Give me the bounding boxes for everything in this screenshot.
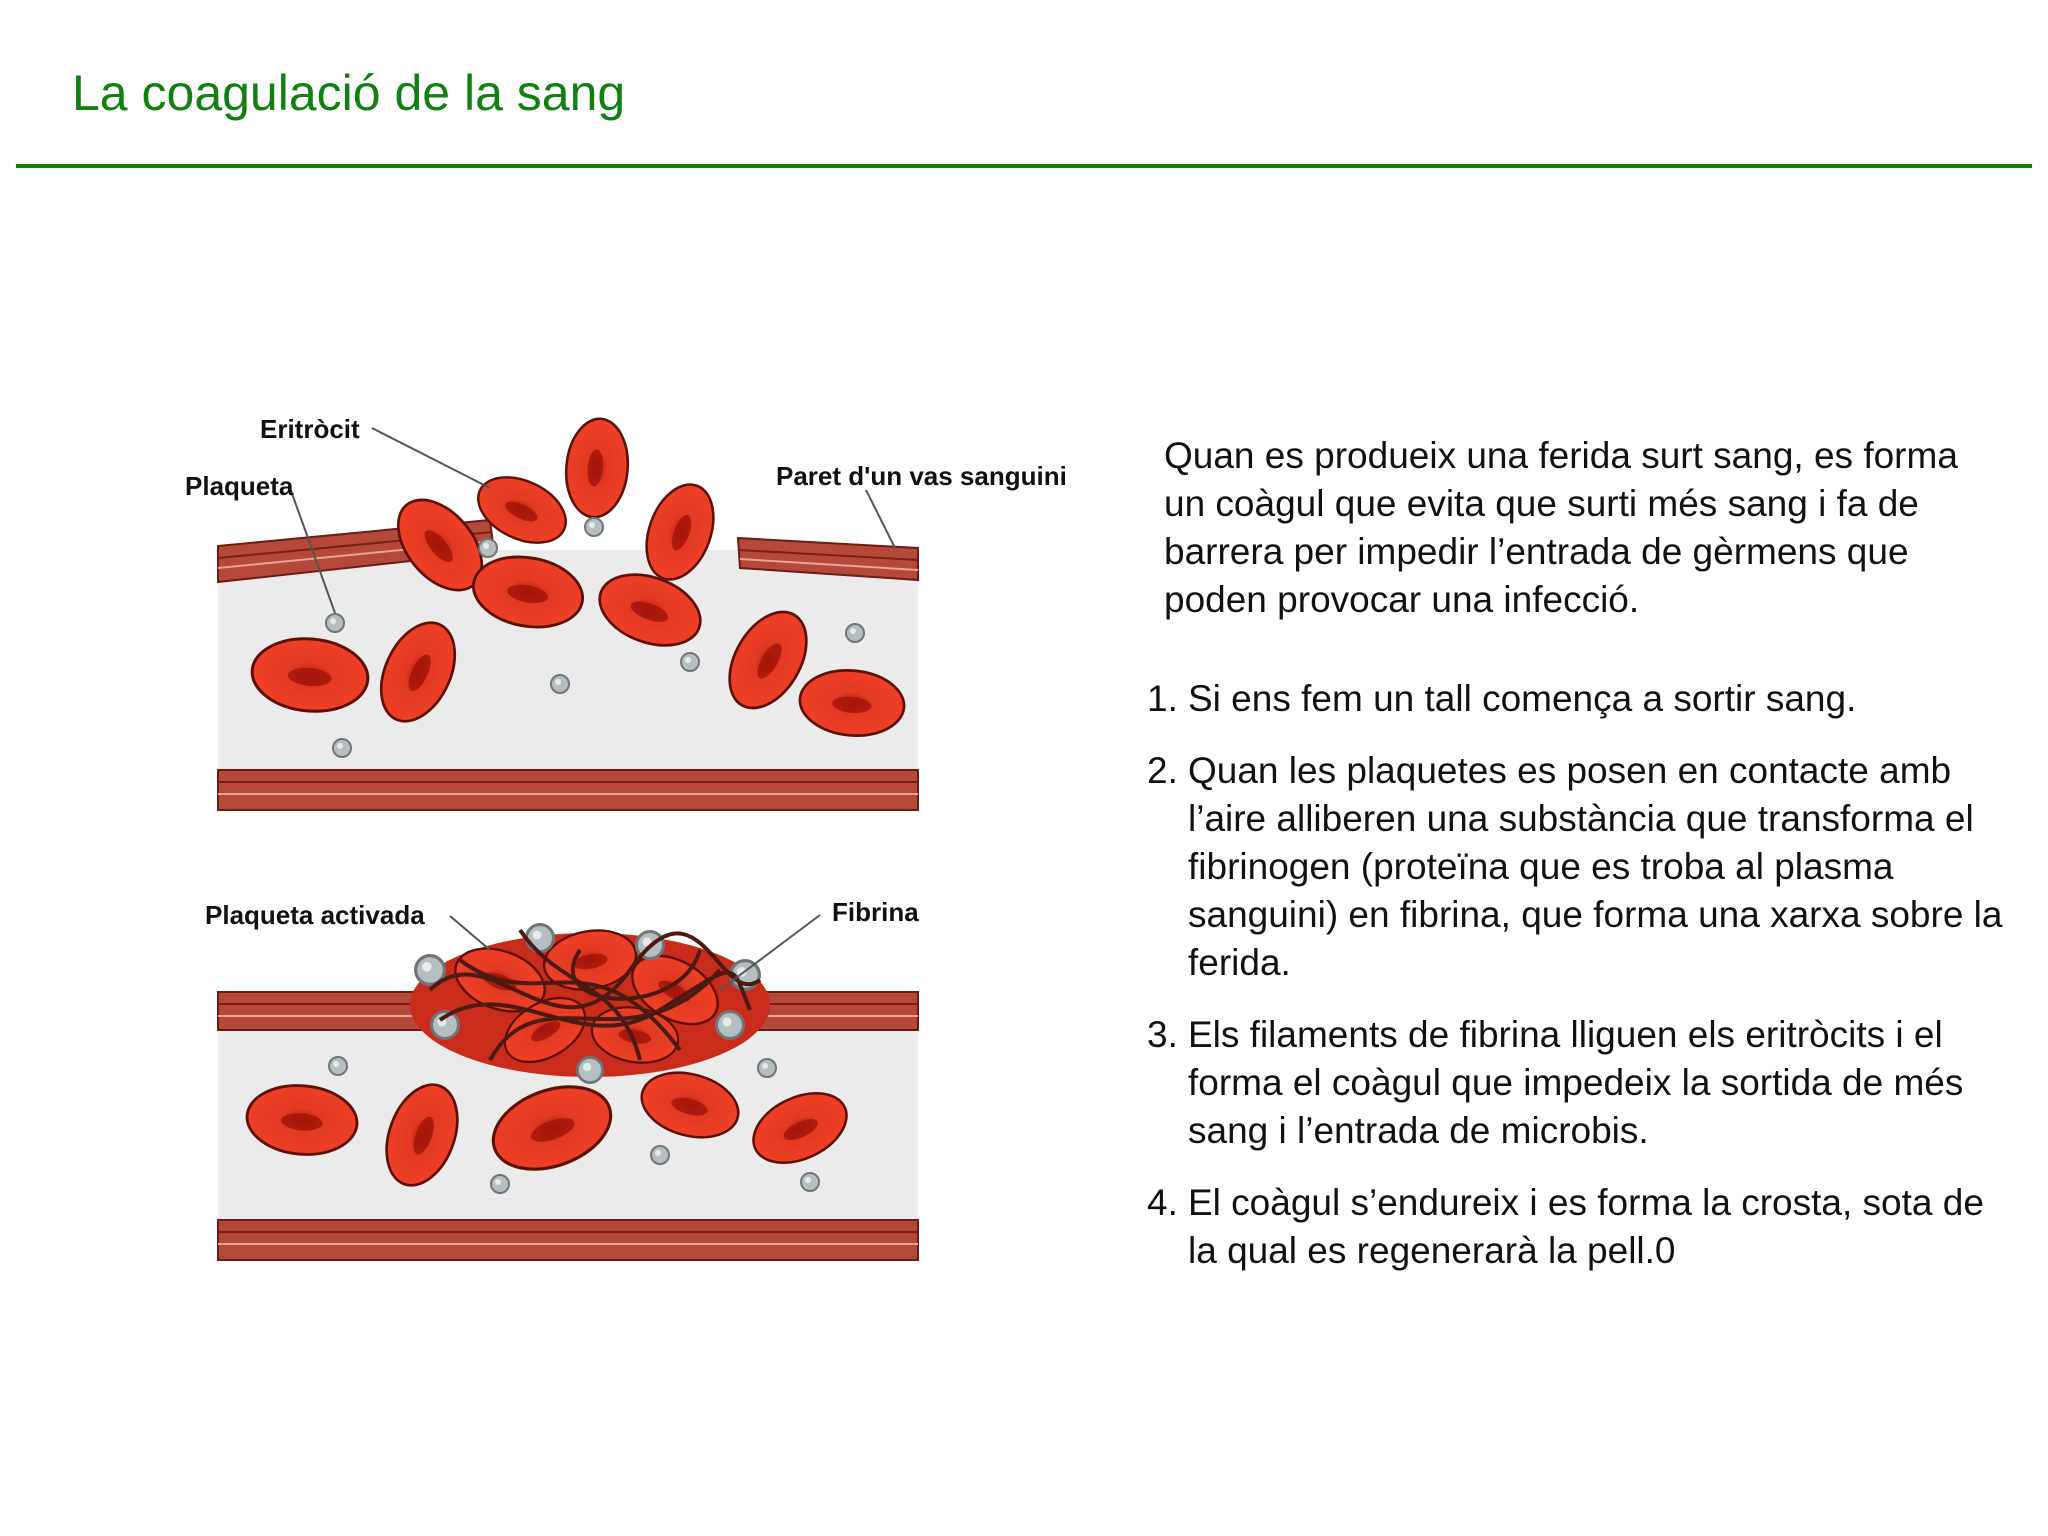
step-text: Si ens fem un tall comença a sortir sang. [1188, 678, 1857, 719]
coagulation-illustration [160, 370, 1100, 1300]
step-number: 2. [1147, 750, 1178, 791]
step-text: Els filaments de fibrina lliguen els eritròcits i el forma el coàgul que impedeix la sortida de més sang i l’entrada de microbis. [1188, 1014, 1964, 1151]
label-vessel-wall: Paret d'un vas sanguini [776, 461, 1067, 491]
vessel-diagram [160, 370, 1100, 1300]
intro-paragraph: Quan es produeix una ferida surt sang, es forma un coàgul que evita que surti més sang i fa de barrera per impedir l’entrada de gèrmens que poden provocar una infecció. [1164, 435, 1958, 620]
vessel-before-clot [185, 414, 1067, 810]
list-item [1140, 1179, 2020, 1275]
coagulation-steps-list [1140, 675, 2020, 1299]
step-text: Quan les plaquetes es posen en contacte amb l’aire alliberen una substància que transforma el fibrinogen (proteïna que es troba al plasma sanguini) en fibrina, que forma una xarxa sobre la ferida. [1188, 750, 2003, 983]
slide-title: La coagulació de la sang [72, 65, 626, 121]
list-item [1140, 675, 2020, 723]
list-item [1140, 1011, 2020, 1155]
step-number: 3. [1147, 1014, 1178, 1055]
list-item [1140, 747, 2020, 987]
step-number: 4. [1147, 1182, 1178, 1223]
vessel-with-clot [205, 897, 919, 1260]
label-erythrocyte: Eritròcit [260, 414, 360, 444]
label-platelet: Plaqueta [185, 471, 294, 501]
label-activated-platelet: Plaqueta activada [205, 900, 425, 930]
step-text: El coàgul s’endureix i es forma la crosta, sota de la qual es regenerarà la pell.0 [1188, 1182, 1984, 1271]
title-divider [16, 164, 2032, 168]
step-number: 1. [1147, 678, 1178, 719]
label-fibrin: Fibrina [832, 897, 919, 927]
